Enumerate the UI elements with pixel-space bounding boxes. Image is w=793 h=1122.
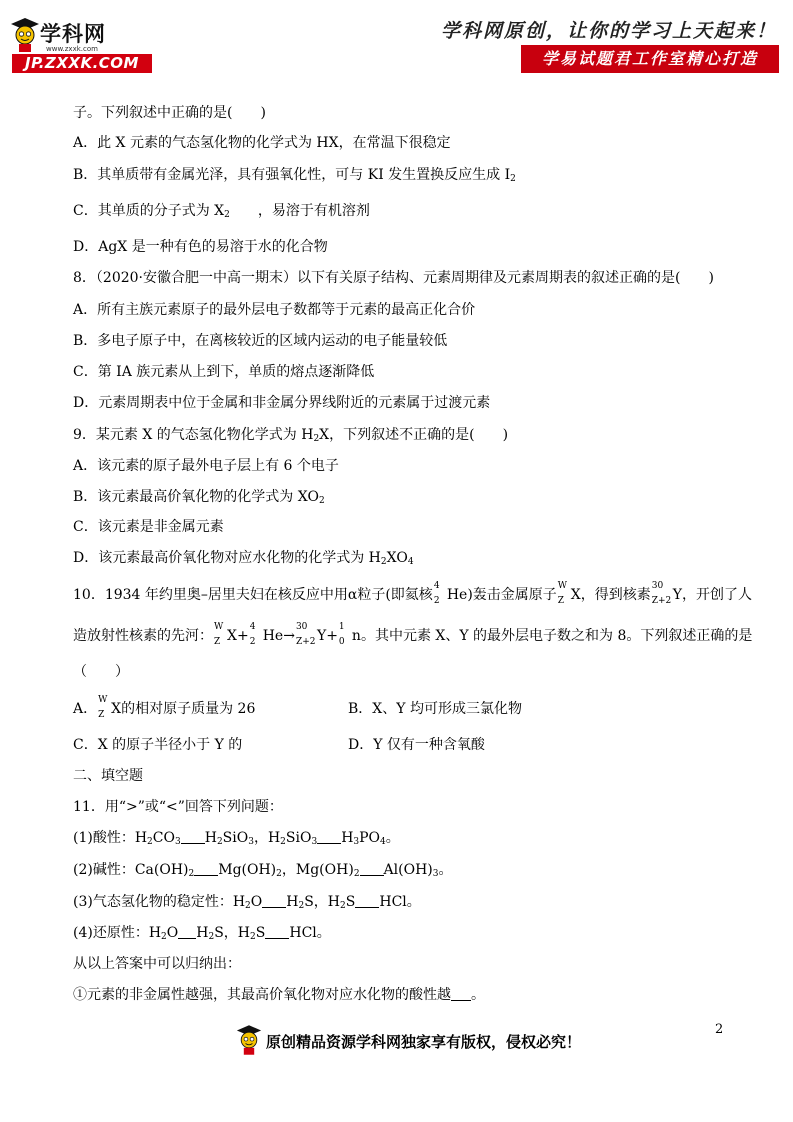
answer-blank[interactable] (317, 829, 341, 844)
q10-option-b: B．X、Y 均可形成三氯化物 (348, 701, 522, 717)
q11-part3-stability: (3)气态氢化物的稳定性：$H_2O$ $H_2S$，$H_2S$ HCl。 (73, 894, 421, 911)
answer-blank[interactable] (181, 829, 205, 844)
logo-url-text: www.zxxk.com (46, 45, 98, 53)
answer-blank[interactable] (355, 893, 379, 908)
y-nuclide: 30 Z+2 (651, 581, 672, 606)
mascot-icon (10, 16, 40, 54)
q10-stem-line1: 10．1934 年约里奥–居里夫妇在核反应中用α粒子(即氦核 4 2 He)轰击金属原子 W Z X，得到核素 30 Z+2 Y，开创了人 (73, 581, 752, 606)
page-header (0, 0, 793, 80)
logo-badge: JP.ZXXK.COM (12, 54, 152, 73)
neutron-nuclide: 1 0 (338, 622, 345, 647)
q11-summary: 从以上答案中可以归纳出： (73, 956, 241, 972)
q8-stem: 8．（2020·安徽合肥一中高一期末）以下有关原子结构、元素周期律及元素周期表的叙述正确的是( ) (73, 270, 714, 286)
q10-option-a: A． W Z X的相对原子质量为 26 (73, 695, 256, 720)
q7-option-b: B．其单质带有金属光泽，具有强氧化性，可与 KI 发生置换反应生成 $I_2$ (73, 167, 516, 184)
q10-stem-line2: 造放射性核素的先河： W Z X+ 4 2 He→ 30 Z+2 Y+ 1 0 n。其中元素 X、Y 的最外层电子数之和为 8。下列叙述正确的是 (73, 622, 753, 647)
q10-option-c: C．X 的原子半径小于 Y 的 (73, 737, 243, 753)
answer-blank[interactable] (360, 861, 384, 876)
page-number: 2 (715, 1022, 724, 1037)
logo-brand-text: 学科网 (40, 22, 106, 46)
q9-option-c: C．该元素是非金属元素 (73, 519, 224, 535)
q9-option-a: A．该元素的原子最外电子层上有 6 个电子 (73, 458, 339, 474)
page-footer (236, 1023, 582, 1057)
answer-blank[interactable] (265, 924, 289, 939)
q9-option-d: D．该元素最高价氧化物对应水化物的化学式为 $H_2XO_4$ (73, 550, 414, 567)
header-banner: 学易试题君工作室精心打造 (521, 45, 779, 73)
header-slogan: 学科网原创，让你的学习上天起来！ (440, 20, 777, 42)
q11-part2-basicity: (2)碱性：$Ca(OH)_2$ $Mg(OH)_2$，$Mg(OH)_2$ $Al(OH)_3$。 (73, 862, 453, 879)
q11-part1-acidity: (1)酸性：$H_2CO_3$ $H_2SiO_3$，$H_2SiO_3$ $H_3PO_4$。 (73, 830, 400, 847)
q7-option-d: D．AgX 是一种有色的易溶于水的化合物 (73, 239, 328, 255)
q7-option-a: A．此 X 元素的气态氢化物的化学式为 HX，在常温下很稳定 (73, 135, 451, 151)
q9-stem: 9．某元素 X 的气态氢化物化学式为 $H_2X$，下列叙述不正确的是( ) (73, 427, 509, 444)
footer-copyright: 原创精品资源学科网独家享有版权，侵权必究！ (266, 1033, 582, 1051)
q11-conclusion-1: ①元素的非金属性越强，其最高价氧化物对应水化物的酸性越 。 (73, 987, 485, 1003)
zxxk-logo[interactable] (10, 16, 150, 74)
q8-option-b: B．多电子原子中，在离核较近的区域内运动的电子能量较低 (73, 333, 448, 349)
q8-option-c: C．第 IA 族元素从上到下，单质的熔点逐渐降低 (73, 364, 375, 380)
answer-blank[interactable] (194, 861, 218, 876)
q8-option-d: D．元素周期表中位于金属和非金属分界线附近的元素属于过渡元素 (73, 395, 491, 411)
answer-blank[interactable] (262, 893, 286, 908)
q7-option-c: C．其单质的分子式为 $X_2$ ，易溶于有机溶剂 (73, 203, 370, 220)
x-nuclide: W Z (557, 581, 568, 606)
answer-blank[interactable] (178, 924, 196, 939)
q10-option-d: D．Y 仅有一种含氧酸 (348, 737, 485, 753)
q8-option-a: A．所有主族元素原子的最外层电子数都等于元素的最高正化合价 (73, 302, 476, 318)
mascot-icon (236, 1023, 262, 1057)
section-title-fill-in: 二、填空题 (73, 768, 143, 784)
q9-option-b: B．该元素最高价氧化物的化学式为 $XO_2$ (73, 489, 325, 506)
answer-blank[interactable] (451, 986, 471, 1001)
helium-nuclide: 4 2 (433, 581, 440, 606)
q11-part4-reducibility: (4)还原性：$H_2O$ $H_2S$，$H_2S$ HCl。 (73, 925, 331, 942)
q7-stem-tail: 子。下列叙述中正确的是( ) (73, 105, 266, 121)
q10-answer-parens: （ ） (73, 664, 129, 680)
q11-stem: 11．用“>”或“<”回答下列问题： (73, 799, 283, 815)
